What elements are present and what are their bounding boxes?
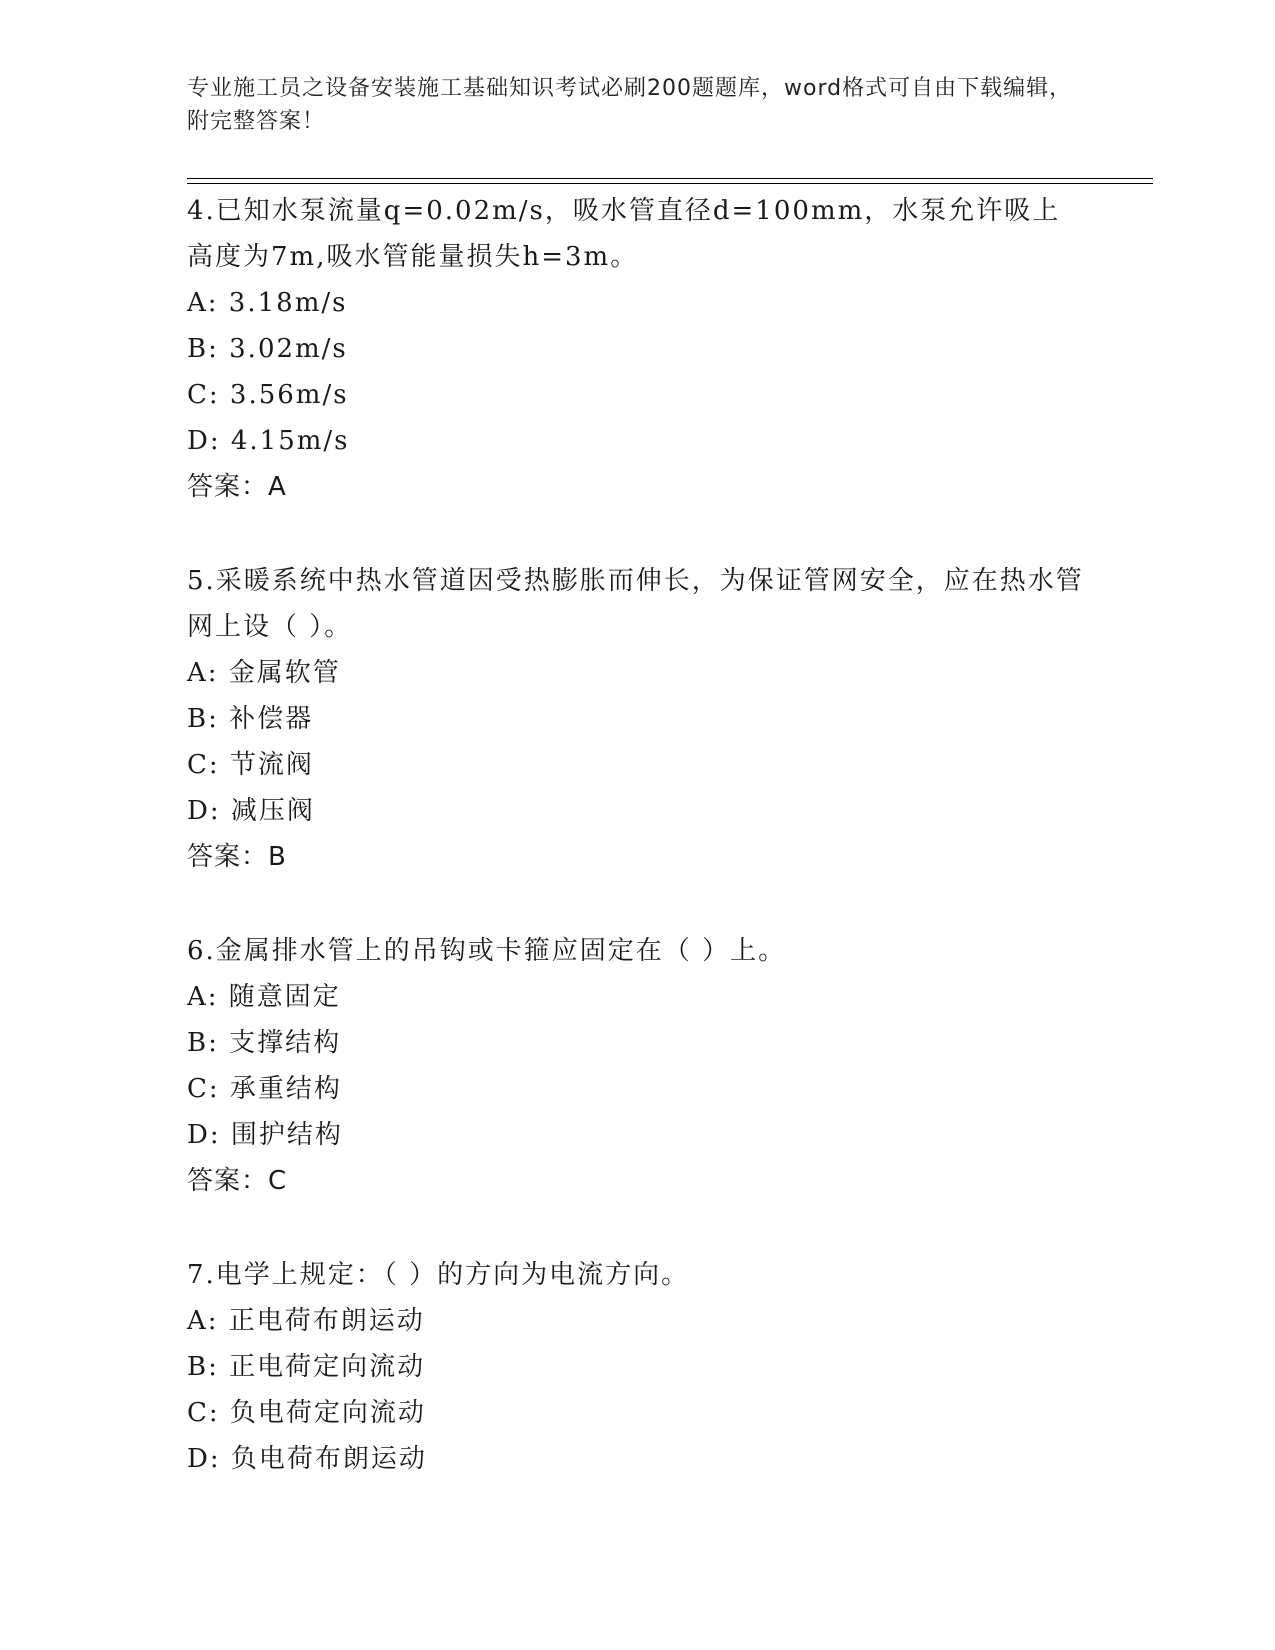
question-item [187, 1252, 1087, 1482]
option-a: A: 随意固定 [187, 982, 341, 1012]
option-b: B: 正电荷定向流动 [187, 1352, 426, 1382]
option-d: D: 围护结构 [187, 1120, 343, 1150]
page-header: 专业施工员之设备安装施工基础知识考试必刷200题题库，word格式可自由下载编辑，附完整答案！ [187, 76, 1073, 134]
question-list [187, 188, 1087, 1530]
option-c: C: 3.56m/s [187, 380, 349, 410]
option-a: A: 正电荷布朗运动 [187, 1306, 425, 1336]
option-b: B: 支撑结构 [187, 1028, 342, 1058]
option-c: C: 节流阀 [187, 750, 314, 780]
option-b: B: 补偿器 [187, 704, 314, 734]
option-d: D: 减压阀 [187, 796, 315, 826]
answer-label: 答案：A [187, 472, 287, 502]
header-divider [187, 178, 1153, 184]
question-text: 7.电学上规定：（ ）的方向为电流方向。 [187, 1260, 690, 1290]
option-b: B: 3.02m/s [187, 334, 348, 364]
question-item [187, 188, 1087, 510]
option-c: C: 负电荷定向流动 [187, 1398, 426, 1428]
option-d: D: 负电荷布朗运动 [187, 1444, 427, 1474]
question-text: 4.已知水泵流量q=0.02m/s，吸水管直径d=100mm，水泵允许吸上高度为7m,吸水管能量损失h=3m。 [187, 196, 1061, 272]
option-a: A: 3.18m/s [187, 288, 348, 318]
question-text: 6.金属排水管上的吊钩或卡箍应固定在（ ）上。 [187, 936, 787, 966]
question-item [187, 928, 1087, 1204]
option-a: A: 金属软管 [187, 658, 341, 688]
option-d: D: 4.15m/s [187, 426, 350, 456]
option-c: C: 承重结构 [187, 1074, 342, 1104]
question-text: 5.采暖系统中热水管道因受热膨胀而伸长，为保证管网安全，应在热水管网上设（ ）。 [187, 566, 1084, 642]
answer-label: 答案：C [187, 1166, 288, 1196]
answer-label: 答案：B [187, 842, 287, 872]
question-item [187, 558, 1087, 880]
